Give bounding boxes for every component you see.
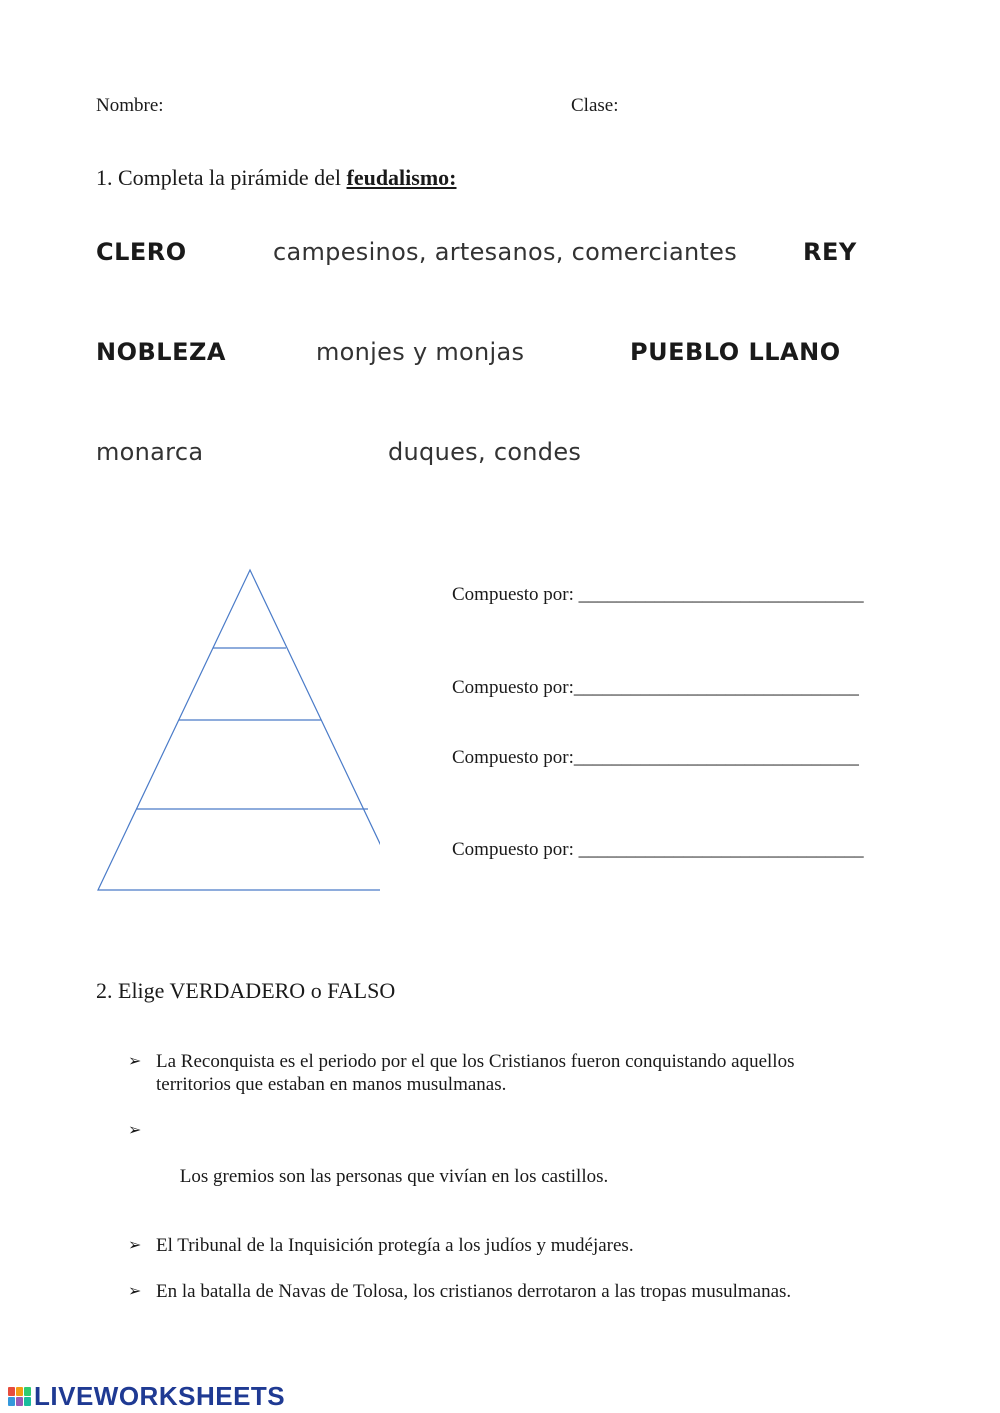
liveworksheets-logo[interactable] [8,1380,285,1412]
word-clero[interactable]: CLERO [96,238,187,266]
true-false-list [128,1050,868,1326]
logo-cell [8,1387,15,1396]
pyramid-outline [98,570,380,890]
arrow-bullet-icon: ➢ [128,1283,142,1300]
name-label: Nombre: [96,95,164,116]
logo-text: LIVEWORKSHEETS [34,1380,286,1411]
statement-text: El Tribunal de la Inquisición protegía a los judíos y mudéjares. [156,1235,634,1256]
pyramid-row-1 [452,584,864,606]
pyramid-row-3 [452,747,859,769]
compuesto-label: Compuesto por: [452,584,574,605]
word-monjes[interactable]: monjes y monjas [316,338,525,366]
list-item[interactable] [128,1234,868,1257]
compuesto-label: Compuesto por: [452,747,574,768]
pyramid-row-2 [452,677,859,699]
logo-cell [16,1397,23,1406]
compuesto-label: Compuesto por: [452,839,574,860]
question-1-emphasis: feudalismo: [346,165,457,190]
list-item[interactable] [128,1119,868,1211]
arrow-bullet-icon: ➢ [128,1122,142,1139]
logo-cell [24,1387,31,1396]
answer-blank-2[interactable]: ______________________________ [573,677,859,698]
statement-text: La Reconquista es el periodo por el que los Cristianos fueron conquistando aquellos territorios que estaban en manos musulmanas. [156,1051,795,1095]
word-pueblo-llano[interactable]: PUEBLO LLANO [630,338,841,366]
word-duques[interactable]: duques, condes [388,438,582,466]
question-1-number: 1. [96,165,113,190]
logo-cell [8,1397,15,1406]
word-rey[interactable]: REY [803,238,857,266]
compuesto-label: Compuesto por: [452,677,574,698]
answer-blank-1[interactable]: ______________________________ [578,584,864,605]
question-2-title: 2. Elige VERDADERO o FALSO [96,978,396,1003]
logo-cell [24,1397,31,1406]
question-1-text: Completa la pirámide del [118,165,341,190]
arrow-bullet-icon: ➢ [128,1237,142,1254]
feudal-pyramid [90,560,380,900]
pyramid-row-4 [452,839,864,861]
arrow-bullet-icon: ➢ [128,1053,142,1070]
class-label: Clase: [571,95,619,116]
statement-text: Los gremios son las personas que vivían en los castillos. [175,1166,609,1187]
word-monarca[interactable]: monarca [96,438,204,466]
list-item[interactable] [128,1050,868,1096]
logo-grid-icon [8,1387,31,1406]
word-nobleza[interactable]: NOBLEZA [96,338,226,366]
list-item[interactable] [128,1280,868,1303]
question-1-title [96,165,457,191]
word-campesinos[interactable]: campesinos, artesanos, comerciantes [273,238,738,266]
statement-text: En la batalla de Navas de Tolosa, los cristianos derrotaron a las tropas musulmanas. [156,1281,792,1302]
answer-blank-4[interactable]: ______________________________ [578,839,864,860]
answer-blank-3[interactable]: ______________________________ [573,747,859,768]
logo-cell [16,1387,23,1396]
